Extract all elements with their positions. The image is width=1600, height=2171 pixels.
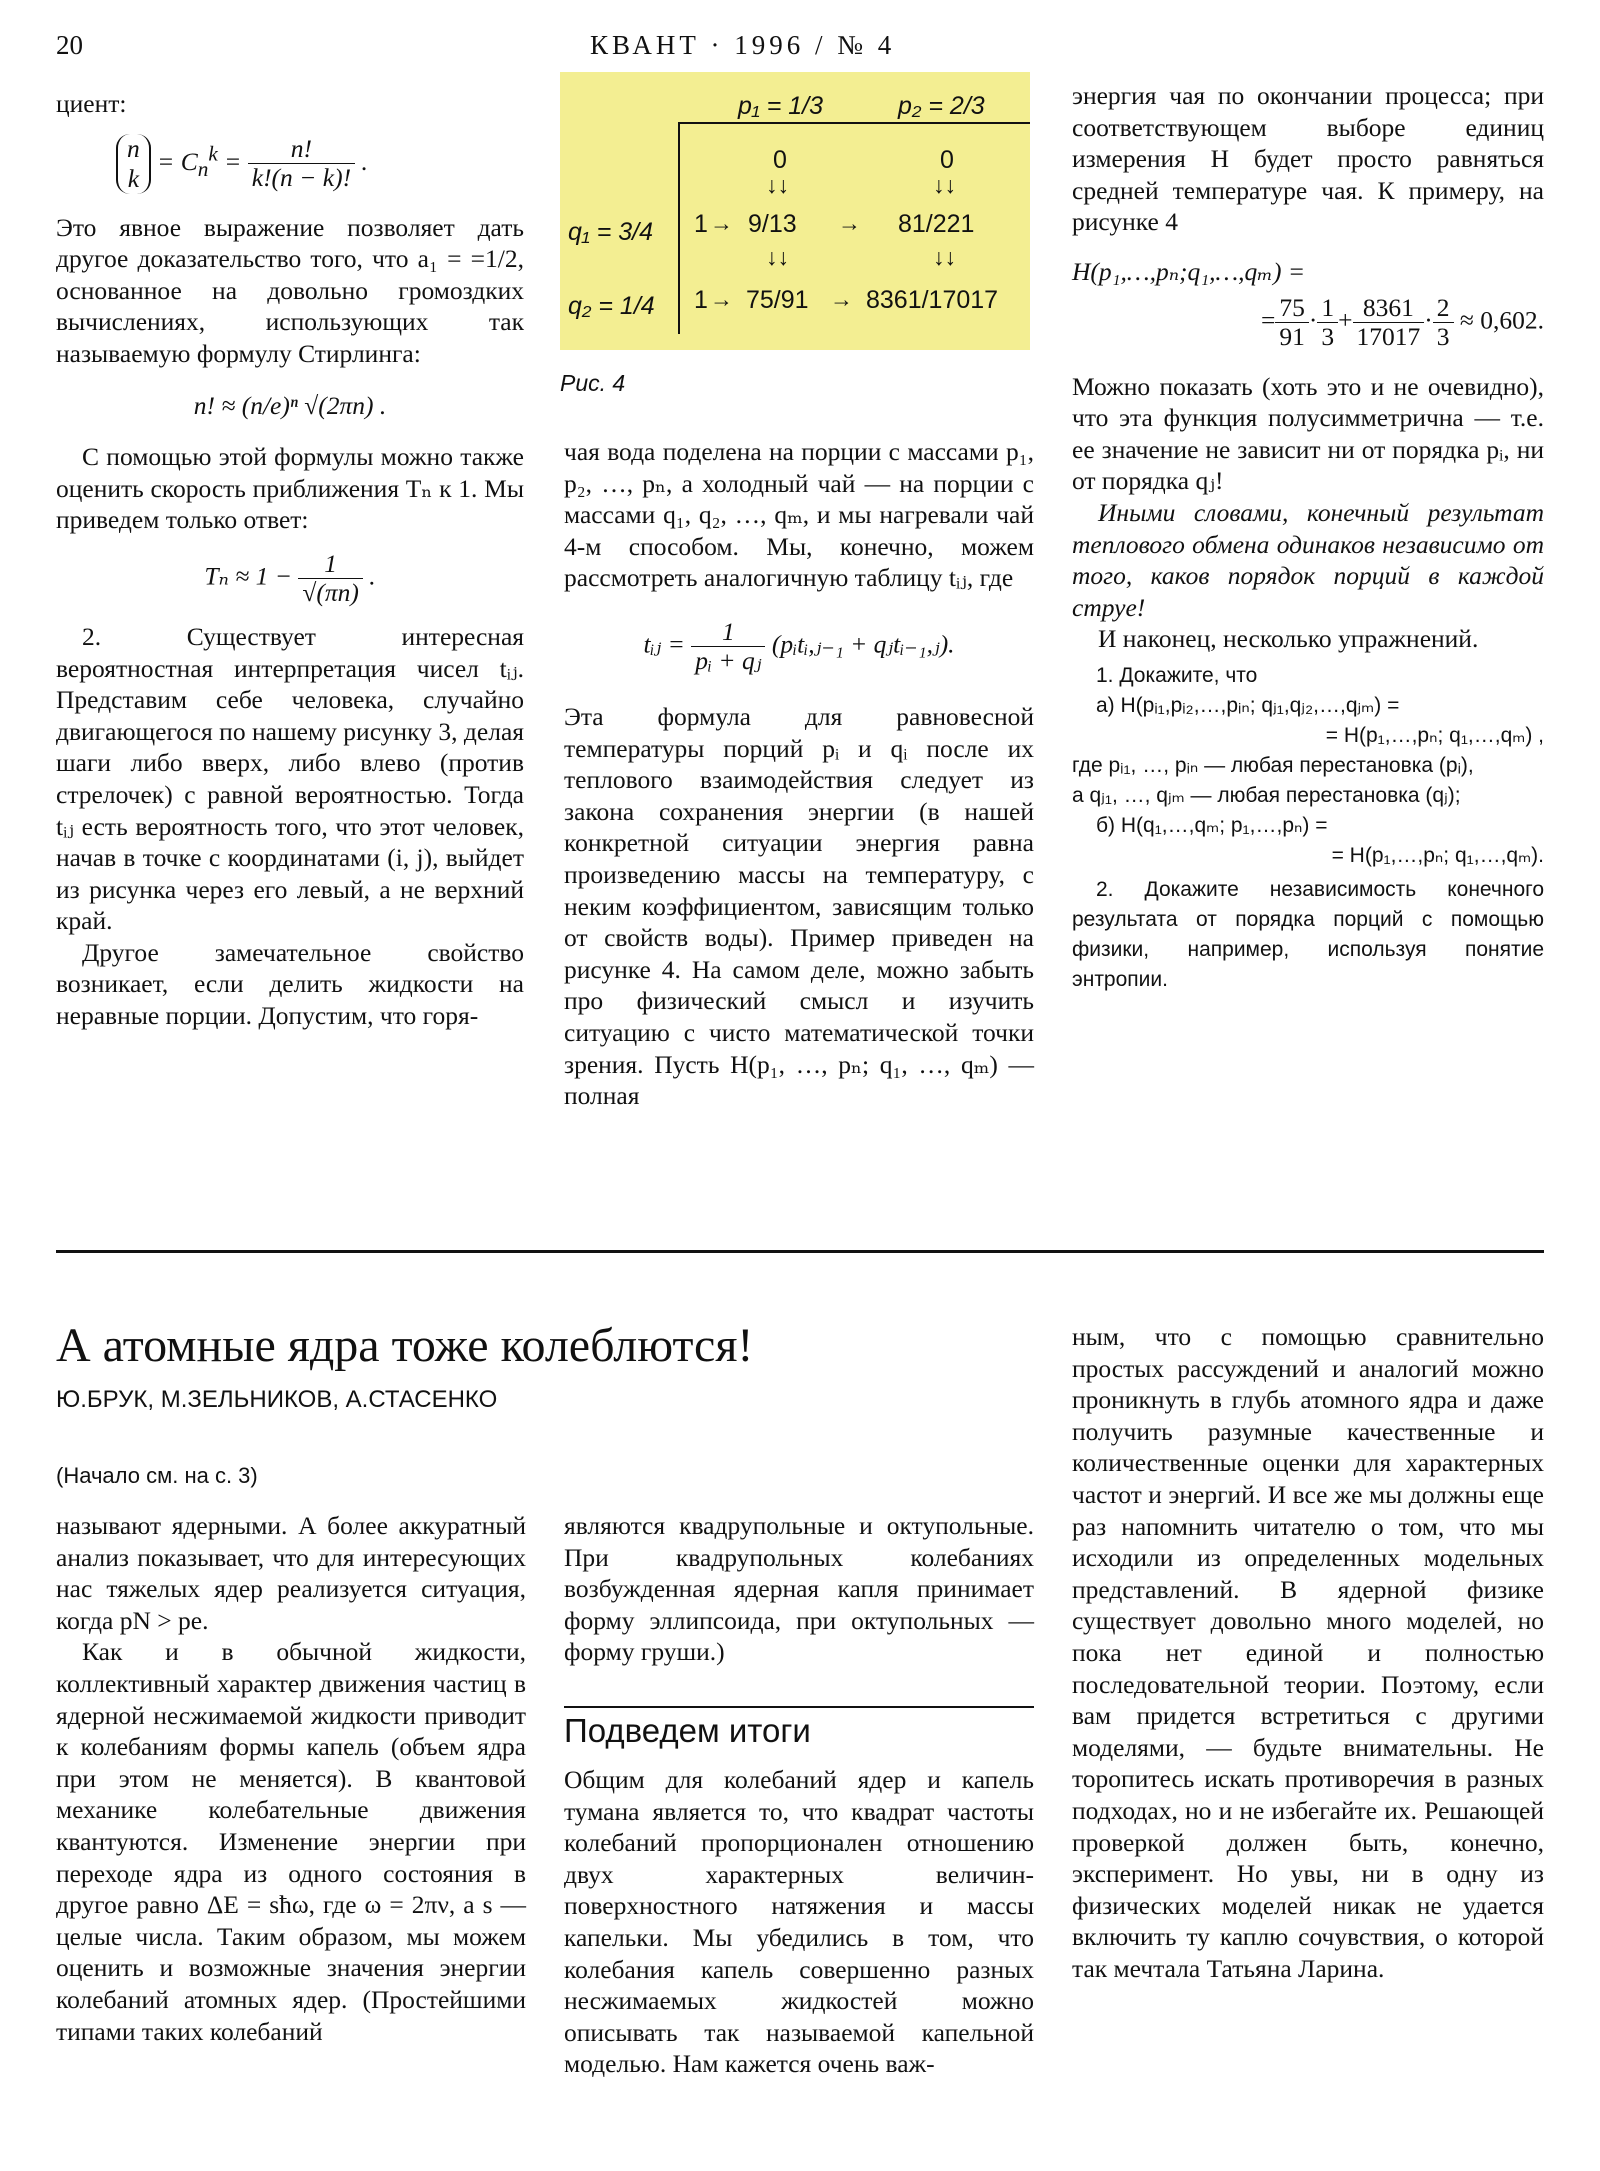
exercise-1a-note: где pᵢ₁, …, pᵢₙ — любая перестановка (pᵢ), <box>1072 753 1474 777</box>
tij-lhs: tᵢⱼ = <box>643 629 685 659</box>
exercise-1a-rhs: = H(p₁,…,pₙ; q₁,…,qₘ) , <box>1325 723 1544 747</box>
binom-fraction <box>248 135 355 192</box>
p1-label: p₁ = 1/3 <box>738 92 824 120</box>
tn-num: 1 <box>298 550 363 579</box>
den: 17017 <box>1356 321 1421 351</box>
binom-den: k!(n − k)! <box>251 163 352 193</box>
paragraph: Как и в обычной жидкости, коллективный характер движения частиц в ядерной несжимаемой жидкости приводит к колебаниям формы капель (объем ядра при этом не меняется). В квантовой механике колебательные движения квантуются. Изменение энергии при переходе ядра из одного состояния в другое равно ΔE = sħω, где ω = 2πν, а s — целые числа. Таким образом, мы можем оценить и возможные значения энергии колебаний атомных ядер. (Простейшими типами таких колебаний <box>56 1637 526 2046</box>
fraction <box>1353 294 1425 351</box>
h-formula-rhs: = $\frac{75}{91}$ · $\frac{1}{3}$ + $\frac{8361}{17017}$ · $\frac{2}{3}$ ≈ 0,602. <box>1260 292 1544 351</box>
paragraph: энергия чая по окончании процесса; при соответствующем выборе единиц измерения H будет просто равняться средней температуре чая. К примеру, на рисунке 4 <box>1072 81 1544 237</box>
top-column-3 <box>1072 80 1544 995</box>
one-cell: 1 <box>694 286 708 314</box>
right-arrow-icon: → <box>830 286 853 312</box>
bottom-column-3 <box>1072 1321 1544 1984</box>
right-arrow-icon: → <box>838 210 861 236</box>
fraction <box>1317 294 1338 351</box>
top-column-2 <box>564 436 1034 1112</box>
binomial-symbol <box>116 134 151 194</box>
num: 2 <box>1433 294 1454 323</box>
bottom-column-2 <box>564 1510 1034 1668</box>
zero-cell: 0 <box>773 146 787 174</box>
binom-top: n <box>127 133 140 163</box>
binom-num: n! <box>248 135 355 164</box>
paragraph: Другое замечательное свойство возникает, если делить жидкости на неравные порции. Допустим, что горя- <box>56 937 524 1031</box>
bottom-column-1 <box>56 1510 526 2047</box>
exercise-2: 2. Докажите независимость конечного результата от порядка порций с помощью физики, например, используя понятие энтропии. <box>1072 877 1544 991</box>
page-number: 20 <box>56 30 83 60</box>
fraction <box>1275 294 1309 351</box>
q1-label: q₁ = 3/4 <box>568 218 654 246</box>
zero-cell: 0 <box>940 146 954 174</box>
exercise-1: 1. Докажите, что <box>1096 663 1258 687</box>
num: 1 <box>1317 294 1338 323</box>
value-cell: 9/13 <box>748 210 797 238</box>
q2-label: q₂ = 1/4 <box>568 292 655 320</box>
stirling-formula: n! ≈ (n/e)ⁿ √(2πn) . <box>193 390 387 420</box>
table-horizontal-line <box>678 122 1030 124</box>
exercise-1a-note: а qⱼ₁, …, qⱼₘ — любая перестановка (qⱼ); <box>1072 783 1461 807</box>
value-cell: 81/221 <box>898 210 975 238</box>
tn-lhs: Tₙ ≈ 1 − <box>204 561 292 591</box>
exercise-1a: а) H(pᵢ₁,pᵢ₂,…,pᵢₙ; qⱼ₁,qⱼ₂,…,qⱼₘ) = <box>1096 693 1400 717</box>
down-arrow-icon: ↓↓ <box>933 172 956 198</box>
exercise-1b: б) H(q₁,…,qₘ; p₁,…,pₙ) = <box>1096 813 1328 837</box>
figure-4-table <box>560 72 1030 350</box>
paragraph: называют ядерными. А более аккуратный анализ показывает, что для интересующих нас тяжелых ядер реализуется ситуация, когда pN > pe. <box>56 1511 526 1635</box>
num: 8361 <box>1353 294 1425 323</box>
exercises <box>1072 661 1544 995</box>
fraction <box>1433 294 1454 351</box>
den: 91 <box>1279 321 1305 351</box>
paragraph: Эта формула для равновесной температуры порций pᵢ и qᵢ после их теплового взаимодействия следует из закона сохранения энергии (в нашей конкретной ситуации энергия равна произведению массы на температуру, с неким коэффициентом, зависящим только от свойств воды). Пример приведен на рисунке 4. На самом деле, можно забыть про физический смысл и изучить ситуацию с чисто математической точки зрения. Пусть H(p₁, …, pₙ; q₁, …, qₘ) — полная <box>564 701 1034 1111</box>
tij-num: 1 <box>691 618 765 647</box>
binomial-formula: n $k = C_n^k$ = $\frac{n!}{k!(n - k)!}$ . <box>116 134 524 194</box>
section-subheading: Подведем итоги <box>564 1706 1034 1750</box>
article-title: А атомные ядра тоже колеблются! <box>56 1319 754 1372</box>
tn-formula: Tₙ ≈ 1 − $\frac{1}{√(\pi n)}$ . <box>204 548 376 607</box>
num: 75 <box>1275 294 1309 323</box>
tij-rhs: (pᵢtᵢ,ⱼ₋₁ + qⱼtᵢ₋₁,ⱼ). <box>771 629 955 659</box>
one-cell: 1 <box>694 210 708 238</box>
article-authors: Ю.БРУК, М.ЗЕЛЬНИКОВ, А.СТАСЕНКО <box>56 1386 498 1413</box>
value-cell: 8361/17017 <box>866 286 999 314</box>
down-arrow-icon: ↓↓ <box>766 244 789 270</box>
right-arrow-icon: → <box>710 286 733 312</box>
figure-caption: Рис. 4 <box>560 370 626 396</box>
p2-label: p₂ = 2/3 <box>898 92 985 120</box>
down-arrow-icon: ↓↓ <box>766 172 789 198</box>
paragraph: И наконец, несколько упражнений. <box>1098 624 1479 654</box>
right-arrow-icon: → <box>710 210 733 236</box>
value-cell: 75/91 <box>746 286 809 314</box>
paragraph: циент: <box>56 89 127 118</box>
paragraph: С помощью этой формулы можно также оценить скорость приближения Tₙ к 1. Мы приведем только ответ: <box>56 442 524 535</box>
paragraph: Иными словами, конечный результат теплового обмена одинаков независимо от того, каков порядок порций в каждой струе! <box>1072 497 1544 622</box>
paragraph: ным, что с помощью сравнительно простых рассуждений и аналогий можно проникнуть в глубь атомного ядра и даже получить разумные качественные и количественные оценки для характерных частот и энергий. И все же мы должны еще раз напомнить читателю о том, что мы исходили из определенных модельных представлений. В ядерной физике существует довольно много моделей, но пока нет единой и полностью последовательной теории. Поэтому, если вам придется встретиться с другими моделями, — будьте внимательны. Не торопитесь искать противоречия в разных подходах, но и не избегайте их. Решающей проверкой должен быть, конечно, эксперимент. Но увы, ни в одну из физических моделей никак не удается включить ту каплю сочувствия, о которой так мечтала Татьяна Ларина. <box>1072 1322 1544 1983</box>
continued-note: (Начало см. на с. 3) <box>56 1463 258 1488</box>
section-divider <box>56 1250 1544 1253</box>
paragraph: чая вода поделена на порции с массами p₁, p₂, …, pₙ, а холодный чай — на порции с массами q₁, q₂, …, qₘ, и мы нагревали чай 4-м способом. Мы, конечно, можем рассмотреть аналогичную таблицу tᵢⱼ, где <box>564 437 1034 593</box>
tn-den: √(πn) <box>302 577 359 607</box>
binom-bottom: k <box>127 163 140 193</box>
binom-eq: = C <box>157 146 198 176</box>
running-header: КВАНТ · 1996 / № 4 <box>590 30 896 60</box>
tij-den: pᵢ + qⱼ <box>695 645 762 675</box>
paragraph: Это явное выражение позволяет дать другое доказательство того, что a₁ = =1/2, основанное на довольно громоздких вычислениях, использующих так называемую формулу Стирлинга: <box>56 212 524 368</box>
paragraph: являются квадрупольные и октупольные. При квадрупольных колебаниях возбужденная ядерная капля принимает форму эллипсоида, при октупольных — форму груши.) <box>564 1511 1034 1667</box>
paragraph: Общим для колебаний ядер и капель тумана является то, что квадрат частоты колебаний пропорционален отношению двух характерных величин-поверхностного натяжения и массы капельки. Мы убедились в том, что колебания капель совершенно разных несжимаемых жидкостей можно описывать так называемой капельной моделью. Нам кажется очень важ- <box>564 1765 1034 2079</box>
down-arrow-icon: ↓↓ <box>933 244 956 270</box>
h-formula-lhs: H(p₁,…,pₙ;q₁,…,qₘ) = <box>1072 256 1306 286</box>
bottom-column-2-cont <box>564 1764 1034 2080</box>
table-vertical-line <box>678 122 680 334</box>
tn-fraction <box>298 550 363 607</box>
tij-fraction <box>691 618 765 675</box>
h-result: ≈ 0,602. <box>1459 304 1544 334</box>
top-column-1 <box>56 88 524 1032</box>
paragraph: 2. Существует интересная вероятностная интерпретация чисел tᵢⱼ. Представим себе человека, случайно двигающегося по нашему рисунку 3, делая шаги либо вверх, либо влево (против стрелочек) с равной вероятностью. Тогда tᵢⱼ есть вероятность того, что этот человек, начав в точке с координатами (i, j), выйдет из рисунка через его левый, а не верхний край. <box>56 621 524 936</box>
t-ij-formula <box>564 618 1034 675</box>
exercise-1b-rhs: = H(p₁,…,pₙ; q₁,…,qₘ). <box>1331 843 1544 867</box>
den: 3 <box>1436 321 1450 351</box>
den: 3 <box>1321 321 1335 351</box>
paragraph: Можно показать (хоть это и не очевидно), что эта функция полусимметрична — т.е. ее значение не зависит ни от порядка pᵢ, ни от порядка qⱼ! <box>1072 371 1544 496</box>
